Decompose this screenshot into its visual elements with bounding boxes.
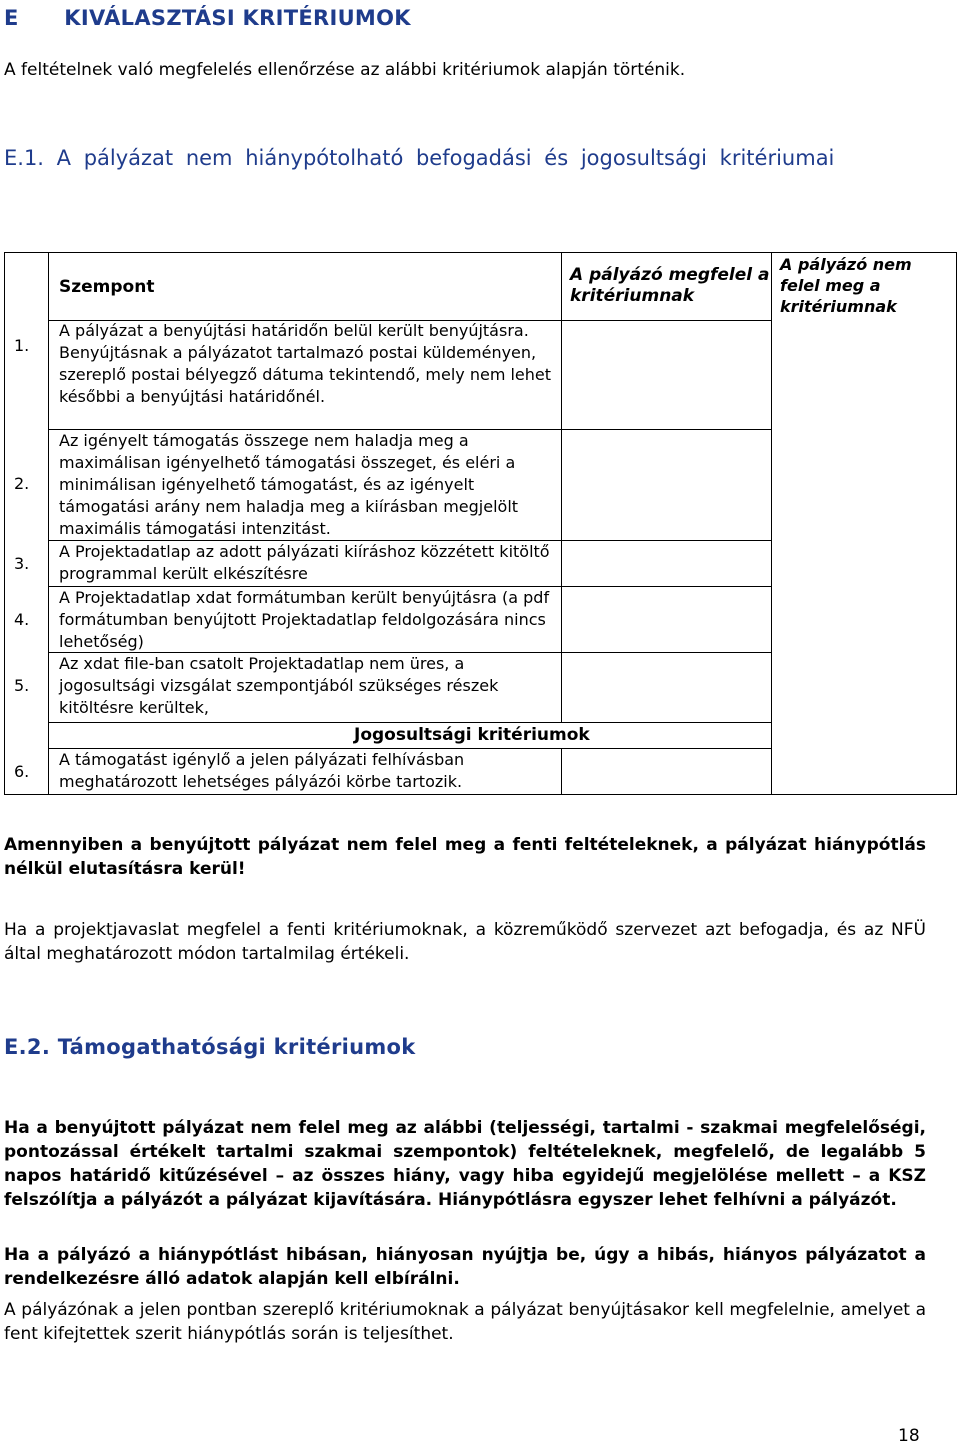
table-border-top [4, 252, 957, 253]
criteria-table [4, 252, 957, 795]
col-divider-criterion-b [561, 748, 562, 795]
section-e1-title: E.1. A pályázat nem hiánypótolható befogadási és jogosultsági kritériumai [4, 146, 835, 170]
header-not-meets: A pályázó nem felel meg a kritériumnak [780, 255, 912, 316]
row-text: A támogatást igénylő a jelen pályázati felhívásban meghatározott lehetséges pályázói körbe tartozik. [59, 750, 465, 791]
row-number: 3. [14, 554, 30, 573]
e2-paragraph-3: A pályázónak a jelen pontban szereplő kritériumoknak a pályázat benyújtásakor kell megfelelnie, amelyet a fent kifejtettek szerit hiánypótlás során is teljesíthet. [4, 1300, 926, 1344]
header-meets: A pályázó megfelel a kritériumnak [570, 265, 770, 306]
col-divider-meets [771, 252, 772, 795]
table-border-right [956, 252, 957, 795]
row-number: 1. [14, 336, 30, 355]
e2-paragraph-2: Ha a pályázó a hiánypótlást hibásan, hiányosan nyújtja be, úgy a hibás, hiányos pályázatot a rendelkezésre álló adatok alapján kell elbírálni. [4, 1245, 926, 1289]
col-divider-num [48, 252, 49, 795]
page-number: 18 [898, 1426, 920, 1446]
row-number: 2. [14, 474, 30, 493]
row-sep [48, 722, 772, 723]
row-text: A pályázat a benyújtási határidőn belül került benyújtásra. Benyújtásnak a pályázatot tartalmazó postai küldeményen, szereplő postai bélyegző dátuma tekintendő, mely nem lehet későbbi a benyújtási határidőnél. [59, 321, 552, 406]
row-text: A Projektadatlap az adott pályázati kiíráshoz közzétett kitöltő programmal került elkészítésre [59, 542, 550, 583]
row-number: 6. [14, 762, 30, 781]
accept-paragraph: Ha a projektjavaslat megfelel a fenti kritériumoknak, a közreműködő szervezet azt befogadja, és az NFÜ által meghatározott módon tartalmilag értékeli. [4, 920, 926, 964]
row-number: 5. [14, 676, 30, 695]
warning-text: Amennyiben a benyújtott pályázat nem felel meg a fenti feltételeknek, a pályázat hiánypótlás nélkül elutasításra kerül! [4, 835, 926, 879]
section-e2-title: E.2. Támogathatósági kritériumok [4, 1035, 416, 1059]
section-e-title: E KIVÁLASZTÁSI KRITÉRIUMOK [4, 6, 411, 30]
row-text: A Projektadatlap xdat formátumban került benyújtásra (a pdf formátumban benyújtott Projektadatlap feldolgozására nincs lehetőség) [59, 588, 550, 651]
table-subheader: Jogosultsági kritériumok [354, 725, 590, 745]
header-criterion: Szempont [59, 277, 155, 297]
table-border-left [4, 252, 5, 795]
row-text: Az xdat file-ban csatolt Projektadatlap nem üres, a jogosultsági vizsgálat szempontjából szükséges részek kitöltésre kerültek, [59, 654, 499, 717]
e2-paragraph-1: Ha a benyújtott pályázat nem felel meg az alábbi (teljességi, tartalmi - szakmai megfelelőségi, pontozással értékelt tartalmi szakmai szempontok) feltételeknek, megfelelő, de legalább 5 napos határidő kitűzésével – az összes hiány, vagy hiba egyidejű megjelölése mellett – a KSZ felszólítja a pályázót a pályázat kijavítására. Hiánypótlásra egyszer lehet felhívni a pályázót. [4, 1118, 926, 1210]
row-text: Az igényelt támogatás összege nem haladja meg a maximálisan igényelhető támogatási összeget, és eléri a minimálisan igényelhető támogatást, és az igényelt támogatási arány nem haladja meg a kiírásban megjelölt maximális támogatási intenzitást. [59, 431, 519, 538]
table-border-bottom [4, 794, 957, 795]
row-number: 4. [14, 610, 30, 629]
section-e-intro: A feltételnek való megfelelés ellenőrzése az alábbi kritériumok alapján történik. [4, 60, 686, 80]
